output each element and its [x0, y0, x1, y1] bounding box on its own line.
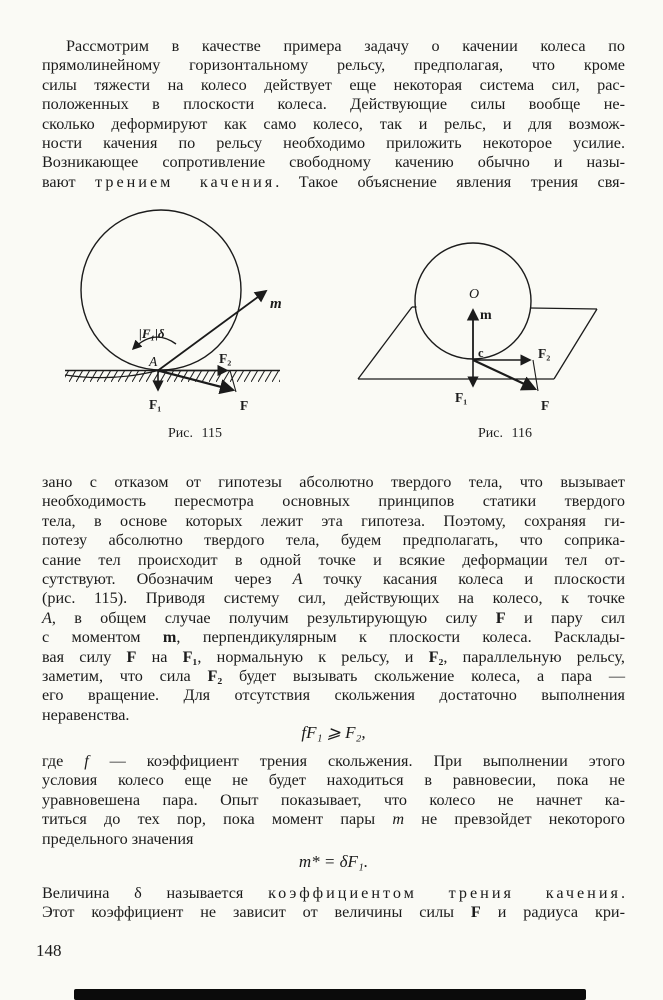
math-symbol: F₁ — [182, 647, 198, 666]
formula-rolling-friction: m* = δF₁. — [298, 852, 369, 871]
text-segment: , в общем случае получим результирующую силу — [51, 608, 496, 627]
text-line — [42, 903, 625, 922]
text-segment: где — [42, 752, 85, 770]
text-line: необходимость пересмотра основных принципов статики твердого — [42, 492, 625, 511]
text-line: сколько деформируют как само колесо, так и рельс, и для возмож- — [42, 114, 625, 133]
force-F-label: F — [240, 398, 249, 413]
text-segment: вая силу — [42, 647, 127, 666]
paragraph-rigid-body — [42, 473, 625, 725]
text-line: положенных в плоскости колеса. Действующие силы вообще не- — [42, 95, 625, 114]
math-symbol: m — [162, 628, 177, 647]
figure-116 — [352, 202, 614, 424]
text-line — [42, 628, 625, 647]
text-line — [42, 570, 625, 589]
text-segment: , нормальную к рельсу, и — [197, 647, 429, 666]
text-segment: сутствуют. Обозначим через — [42, 569, 293, 588]
text-line — [42, 884, 625, 903]
page-number: 148 — [36, 941, 62, 960]
text-segment: будет вызывать скольжение колеса, а пара — — [222, 666, 626, 685]
emphasized-term: коэффициентом трения качения — [268, 884, 621, 902]
plane-parallelogram — [358, 307, 597, 379]
text-segment: . Такое объяснение явления трения свя- — [275, 172, 626, 191]
text-line — [42, 609, 625, 628]
text-line: Рассмотрим в качестве примера задачу о качении колеса по — [66, 37, 625, 55]
text-line: уравновешена пара. Опыт показывает, что колесо не начнет ка- — [42, 790, 625, 809]
force-F-label: F — [541, 398, 550, 413]
text-segment: . — [620, 884, 625, 902]
rail-hatching — [65, 371, 280, 382]
paragraph-intro — [42, 37, 625, 192]
force-F1-label: F₁ — [455, 390, 468, 405]
scan-edge-bar — [74, 989, 586, 1000]
text-line — [42, 173, 625, 192]
contact-point-label: c — [478, 346, 484, 360]
text-line: предельного значения — [42, 829, 194, 848]
figure-116-caption: Рис. 116 — [478, 426, 532, 441]
text-line — [42, 752, 625, 771]
math-symbol: F₂ — [428, 647, 444, 666]
emphasized-term: трением качения — [95, 172, 276, 191]
moment-label: m — [270, 296, 282, 312]
paragraph-rolling-coefficient — [42, 884, 625, 923]
text-line: сание тел происходит в одной точке и всякие деформации тел от- — [42, 550, 625, 569]
text-segment: точку касания колеса и плоскости — [302, 569, 626, 588]
figure-115 — [55, 202, 305, 424]
text-segment: Величина δ называется — [42, 884, 269, 902]
text-line: условия колесо еще не будет находиться в равновесии, пока не — [42, 771, 625, 790]
text-segment: с моментом — [42, 628, 163, 647]
math-symbol: А — [292, 569, 303, 588]
figure-116-drawing — [352, 202, 614, 424]
math-symbol: F — [495, 608, 506, 627]
paragraph-friction-coefficient — [42, 752, 625, 849]
text-line: неравенства. — [42, 705, 130, 724]
force-F2-label: F₂ — [538, 346, 551, 361]
contact-point-label: A — [149, 354, 158, 369]
text-segment: — коэффициент трения скольжения. При выполнении этого — [88, 752, 625, 770]
text-line: его вращение. Для отсутствия скольжения достаточно выполнения — [42, 686, 625, 705]
text-line: Возникающее сопротивление свободному качению обычно и назы- — [42, 153, 625, 172]
text-segment: на — [136, 647, 183, 666]
formula-sliding-friction: fF₁ ⩾ F₂, — [301, 723, 366, 742]
text-segment: вают — [42, 172, 96, 191]
math-symbol: f — [84, 752, 89, 770]
text-line — [42, 810, 625, 829]
wheel-circle — [81, 210, 241, 370]
text-segment: заметим, что сила — [42, 666, 208, 685]
text-segment: и пару сил — [505, 608, 625, 627]
math-symbol: m — [392, 810, 405, 829]
math-symbol: F₂ — [207, 666, 223, 685]
moment-arrow — [158, 291, 266, 371]
math-symbol: F — [470, 903, 481, 922]
force-F2-label: F₂ — [219, 351, 232, 366]
force-F-arrow — [473, 360, 535, 389]
text-segment: , перпендикулярным к плоскости колеса. Расклады- — [176, 628, 625, 647]
text-line: ности качения по рельсу необходимо приложить некоторое усилие. — [42, 133, 625, 152]
moment-label: m — [480, 308, 492, 323]
math-symbol: F — [126, 647, 137, 666]
math-symbol: А — [42, 608, 52, 627]
center-point-label: O — [469, 287, 480, 302]
text-segment: , параллельную рельсу, — [443, 647, 625, 666]
arc-label: |F₁|δ — [139, 326, 165, 341]
text-line: тела, в основе которых лежит эта гипотеза. Поэтому, сохраняя ги- — [42, 511, 625, 530]
force-F1-label: F₁ — [149, 397, 162, 412]
text-segment: не превзойдет некоторого — [404, 810, 625, 829]
text-segment: и радиуса кри- — [480, 903, 625, 922]
text-line: прямолинейному горизонтальному рельсу, предполагая, что кроме — [42, 56, 625, 75]
figure-115-drawing — [55, 202, 305, 424]
text-line: силы тяжести на колесо действует еще некоторая система сил, рас- — [42, 75, 625, 94]
text-line — [42, 648, 625, 667]
text-segment: Этот коэффициент не зависит от величины силы — [42, 903, 471, 922]
figure-115-caption: Рис. 115 — [168, 426, 222, 441]
text-line: потезу абсолютно твердого тела, будем предполагать, что соприка- — [42, 531, 625, 550]
text-segment: титься до тех пор, пока момент пары — [42, 810, 393, 829]
text-line — [42, 667, 625, 686]
text-line: зано с отказом от гипотезы абсолютно твердого тела, что вызывает — [42, 473, 625, 491]
triangle-connector — [533, 360, 538, 391]
text-line: (рис. 115). Приводя систему сил, действующих на колесо, к точке — [42, 589, 625, 608]
